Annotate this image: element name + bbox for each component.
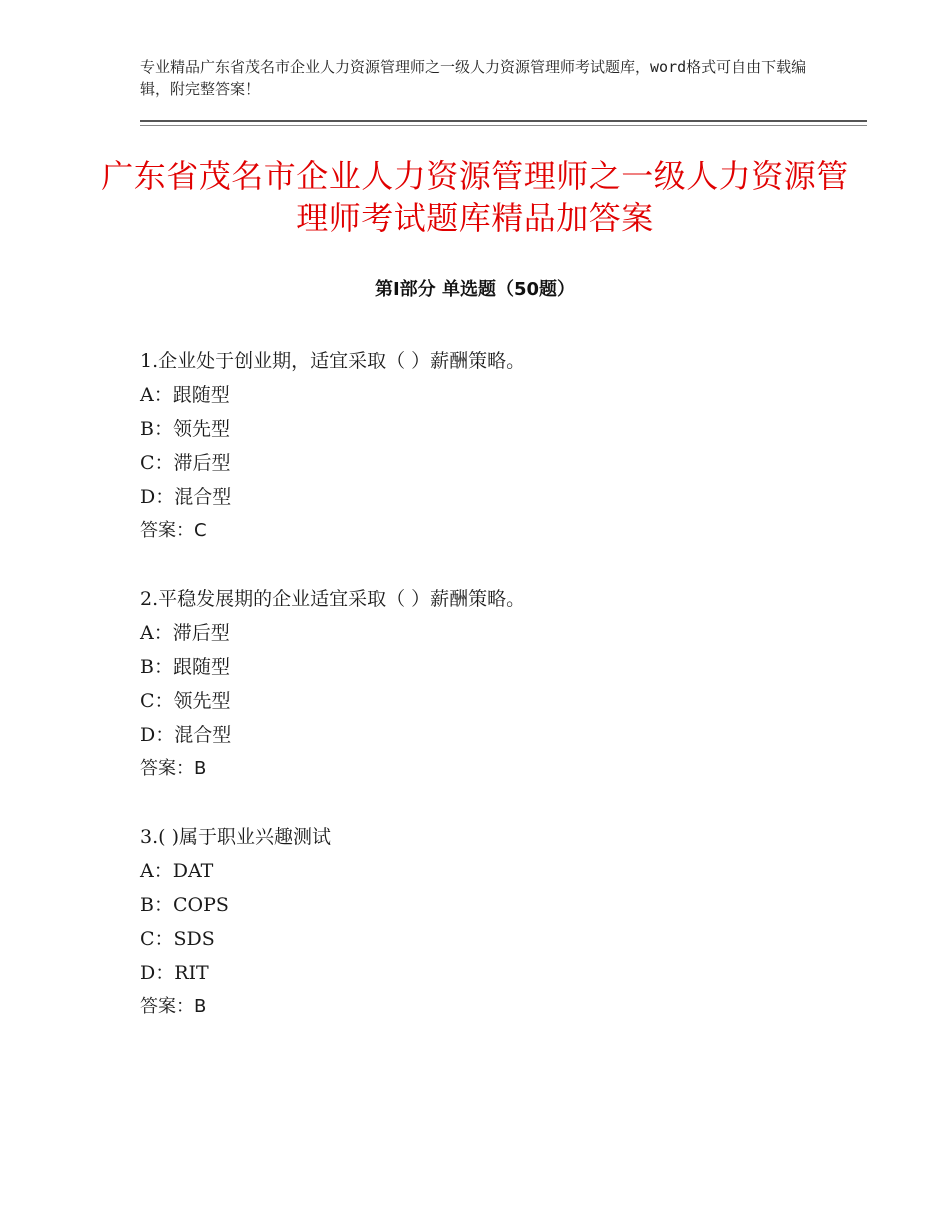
option-a: A：滞后型: [140, 622, 230, 644]
option-b: B：COPS: [140, 894, 229, 916]
option-c: C：领先型: [140, 690, 231, 712]
question-stem: 1.企业处于创业期，适宜采取（ ）薪酬策略。: [140, 350, 526, 372]
section-title: 第Ⅰ部分 单选题（50题）: [374, 279, 575, 300]
header-divider: [140, 120, 867, 122]
question-3: [140, 820, 860, 1024]
header-note: 专业精品广东省茂名市企业人力资源管理师之一级人力资源管理师考试题库，word格式可自由下载编辑，附完整答案！: [140, 58, 807, 98]
question-answer: 答案：B: [140, 996, 207, 1017]
option-d: D：RIT: [140, 962, 209, 984]
question-answer: 答案：C: [140, 520, 207, 541]
option-b: B：跟随型: [140, 656, 230, 678]
option-c: C：滞后型: [140, 452, 231, 474]
question-answer: 答案：B: [140, 758, 207, 779]
option-c: C：SDS: [140, 928, 215, 950]
header-divider-thin: [140, 125, 867, 126]
question-stem: 3.( )属于职业兴趣测试: [140, 826, 331, 848]
question-1: [140, 344, 860, 548]
document-title: 广东省茂名市企业人力资源管理师之一级人力资源管理师考试题库精品加答案: [101, 157, 849, 237]
option-a: A：跟随型: [140, 384, 230, 406]
option-b: B：领先型: [140, 418, 230, 440]
option-d: D：混合型: [140, 486, 232, 508]
question-2: [140, 582, 860, 786]
question-list: [140, 344, 860, 1058]
question-stem: 2.平稳发展期的企业适宜采取（ ）薪酬策略。: [140, 588, 526, 610]
option-d: D：混合型: [140, 724, 232, 746]
option-a: A：DAT: [140, 860, 214, 882]
